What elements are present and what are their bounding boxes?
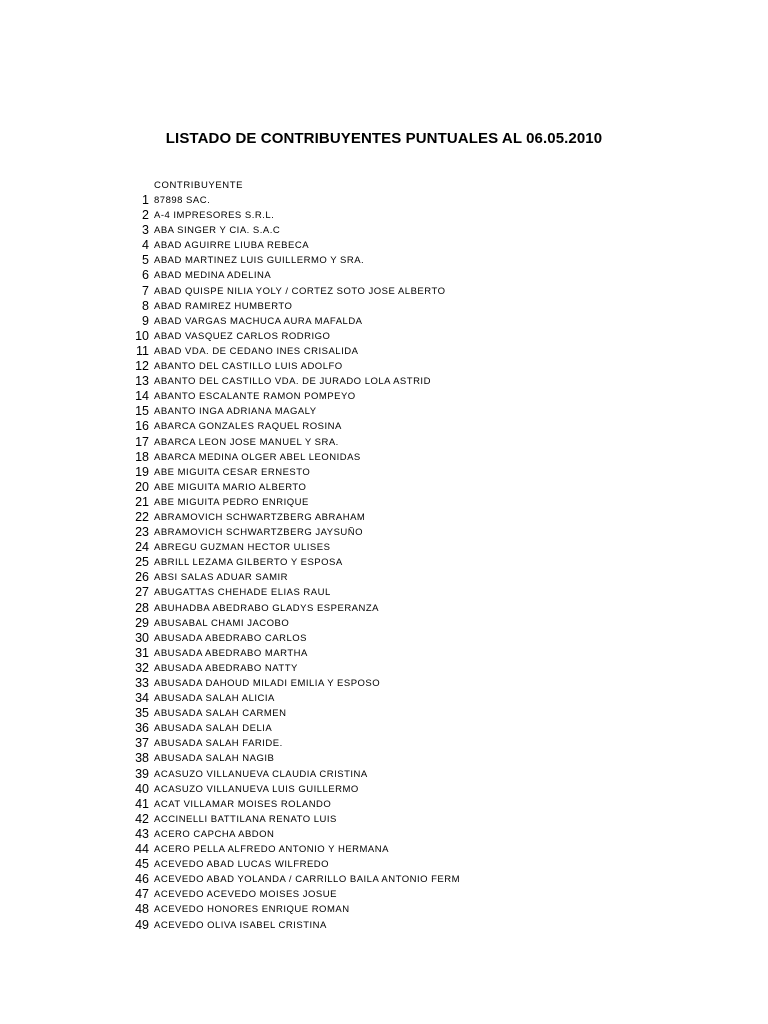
- contribuyente-name: ABE MIGUITA PEDRO ENRIQUE: [154, 496, 309, 508]
- contribuyente-name: ABRAMOVICH SCHWARTZBERG JAYSUÑO: [154, 527, 364, 539]
- list-item: [0, 344, 768, 359]
- row-number: 23: [135, 525, 149, 540]
- row-number: 20: [135, 479, 149, 494]
- row-number: 29: [135, 615, 149, 630]
- row-number: 48: [135, 902, 149, 917]
- row-number: 6: [142, 268, 149, 283]
- contribuyente-name: ABAD VARGAS MACHUCA AURA MAFALDA: [154, 315, 363, 327]
- list-item: [0, 555, 768, 570]
- contribuyente-name: ABUSADA SALAH NAGIB: [154, 753, 275, 765]
- row-number: 19: [135, 464, 149, 479]
- list-item: [0, 299, 768, 314]
- row-number: 16: [135, 419, 149, 434]
- contribuyente-name: ACEVEDO ABAD YOLANDA / CARRILLO BAILA ANTONIO FERM: [154, 874, 461, 886]
- contribuyente-name: ABUSADA SALAH ALICIA: [154, 693, 275, 705]
- list-item: [0, 631, 768, 646]
- contribuyente-name: ABAD MEDINA ADELINA: [154, 270, 272, 282]
- row-number: 13: [135, 374, 149, 389]
- contribuyente-name: ABUSADA DAHOUD MILADI EMILIA Y ESPOSO: [154, 678, 381, 689]
- list-item: [0, 238, 768, 253]
- row-number: 34: [135, 691, 149, 706]
- contribuyente-name: ABUSADA ABEDRABO MARTHA: [154, 647, 308, 659]
- contribuyente-name: ABA SINGER Y CIA. S.A.C: [154, 225, 281, 237]
- contribuyente-name: ABRILL LEZAMA GILBERTO Y ESPOSA: [154, 557, 343, 569]
- contribuyente-name: 87898 SAC.: [154, 195, 211, 206]
- list-item: [0, 480, 768, 495]
- contribuyente-name: ABAD QUISPE NILIA YOLY / CORTEZ SOTO JOSE ALBERTO: [154, 285, 446, 297]
- row-number: 7: [142, 283, 149, 298]
- row-number: 37: [135, 736, 149, 751]
- list-item: [0, 208, 768, 223]
- list-item: [0, 918, 768, 933]
- row-number: 22: [135, 509, 149, 524]
- row-number: 15: [135, 404, 149, 419]
- contribuyente-name: ACERO CAPCHA ABDON: [154, 828, 275, 840]
- row-number: 39: [135, 766, 149, 781]
- contribuyente-name: ACASUZO VILLANUEVA CLAUDIA CRISTINA: [154, 768, 368, 780]
- contribuyente-name: ABARCA MEDINA OLGER ABEL LEONIDAS: [154, 451, 361, 463]
- list-item: [0, 751, 768, 766]
- contribuyente-name: ABUSADA ABEDRABO NATTY: [154, 662, 298, 674]
- list-item: [0, 540, 768, 555]
- row-number: 40: [135, 781, 149, 796]
- contribuyente-name: ACEVEDO HONORES ENRIQUE ROMAN: [154, 904, 350, 916]
- list-item: [0, 691, 768, 706]
- row-number: 11: [136, 343, 149, 358]
- contribuyente-name: ACEVEDO ACEVEDO MOISES JOSUE: [154, 889, 337, 901]
- row-number: 8: [142, 298, 149, 313]
- contribuyente-name: ACERO PELLA ALFREDO ANTONIO Y HERMANA: [154, 844, 389, 856]
- row-number: 28: [135, 600, 149, 615]
- row-number: 38: [135, 751, 149, 766]
- list-item: [0, 359, 768, 374]
- page-title: LISTADO DE CONTRIBUYENTES PUNTUALES AL 06.05.2010: [165, 130, 603, 147]
- contribuyente-name: A-4 IMPRESORES S.R.L.: [154, 210, 275, 222]
- list-item: [0, 374, 768, 389]
- row-number: 5: [142, 253, 149, 268]
- row-number: 47: [135, 887, 149, 902]
- row-number: 21: [135, 494, 149, 509]
- list-item: [0, 495, 768, 510]
- contribuyente-name: ACEVEDO OLIVA ISABEL CRISTINA: [154, 919, 327, 931]
- list-item: [0, 314, 768, 329]
- row-number: 1: [142, 193, 149, 207]
- list-item: [0, 525, 768, 540]
- row-number: 27: [135, 585, 149, 600]
- contribuyente-name: ACCINELLI BATTILANA RENATO LUIS: [154, 813, 337, 825]
- contribuyente-name: ABREGU GUZMAN HECTOR ULISES: [154, 542, 331, 554]
- list-item: [0, 268, 768, 283]
- list-item: [0, 797, 768, 812]
- list-item: [0, 450, 768, 465]
- contribuyente-name: ABAD AGUIRRE LIUBA REBECA: [154, 240, 310, 252]
- list-item: [0, 782, 768, 797]
- list-item: [0, 857, 768, 872]
- list-item: [0, 736, 768, 751]
- row-number: 42: [135, 811, 149, 826]
- contribuyente-name: ABUGATTAS CHEHADE ELIAS RAUL: [154, 587, 331, 599]
- row-number: 46: [135, 872, 149, 887]
- row-number: 32: [135, 660, 149, 675]
- row-number: 35: [135, 706, 149, 721]
- contribuyente-name: ABE MIGUITA CESAR ERNESTO: [154, 466, 311, 478]
- row-number: 26: [135, 570, 149, 585]
- list-item: [0, 389, 768, 404]
- contribuyente-name: ABANTO ESCALANTE RAMON POMPEYO: [154, 391, 356, 403]
- row-number: 2: [142, 208, 149, 223]
- contribuyente-name: ABUSABAL CHAMI JACOBO: [154, 617, 290, 629]
- contribuyente-name: ABAD RAMIREZ HUMBERTO: [154, 300, 293, 312]
- list-item: [0, 872, 768, 887]
- row-number: 4: [142, 238, 149, 253]
- contribuyente-name: ABANTO DEL CASTILLO VDA. DE JURADO LOLA ASTRID: [154, 376, 431, 388]
- row-number: 41: [135, 796, 149, 811]
- list-item: [0, 329, 768, 344]
- contribuyentes-list: [0, 193, 768, 933]
- contribuyente-name: ABARCA GONZALES RAQUEL ROSINA: [154, 421, 342, 433]
- contribuyente-name: ABUSADA SALAH CARMEN: [154, 708, 287, 720]
- contribuyente-name: ABSI SALAS ADUAR SAMIR: [154, 572, 289, 584]
- row-number: 30: [135, 630, 149, 645]
- list-item: [0, 570, 768, 585]
- row-number: 45: [135, 857, 149, 872]
- row-number: 18: [135, 449, 149, 464]
- list-item: [0, 510, 768, 525]
- list-item: [0, 223, 768, 238]
- list-item: [0, 646, 768, 661]
- contribuyente-name: ABARCA LEON JOSE MANUEL Y SRA.: [154, 436, 339, 448]
- row-number: 25: [135, 555, 149, 570]
- contribuyente-name: ABE MIGUITA MARIO ALBERTO: [154, 481, 307, 493]
- list-item: [0, 812, 768, 827]
- contribuyente-name: ABUHADBA ABEDRABO GLADYS ESPERANZA: [154, 602, 380, 614]
- row-number: 14: [135, 389, 149, 404]
- row-number: 17: [135, 434, 149, 449]
- contribuyente-name: ABUSADA ABEDRABO CARLOS: [154, 632, 307, 644]
- list-item: [0, 193, 768, 208]
- contribuyente-name: ABUSADA SALAH DELIA: [154, 723, 273, 735]
- list-item: [0, 887, 768, 902]
- list-item: [0, 465, 768, 480]
- contribuyente-name: ABUSADA SALAH FARIDE.: [154, 738, 283, 750]
- contribuyente-name: ACAT VILLAMAR MOISES ROLANDO: [154, 798, 332, 810]
- row-number: 49: [135, 917, 149, 932]
- row-number: 44: [135, 842, 149, 857]
- row-number: 10: [135, 328, 149, 343]
- row-number: 12: [135, 359, 149, 374]
- list-item: [0, 676, 768, 691]
- list-item: [0, 661, 768, 676]
- list-item: [0, 601, 768, 616]
- list-item: [0, 435, 768, 450]
- row-number: 24: [135, 540, 149, 555]
- row-number: 36: [135, 721, 149, 736]
- row-number: 33: [135, 676, 149, 690]
- list-item: [0, 767, 768, 782]
- contribuyente-name: ABAD VASQUEZ CARLOS RODRIGO: [154, 330, 331, 342]
- contribuyente-name: ABRAMOVICH SCHWARTZBERG ABRAHAM: [154, 511, 366, 523]
- list-item: [0, 902, 768, 917]
- contribuyente-name: ABANTO INGA ADRIANA MAGALY: [154, 406, 317, 418]
- contribuyente-name: ACEVEDO ABAD LUCAS WILFREDO: [154, 859, 330, 871]
- list-item: [0, 419, 768, 434]
- contribuyente-name: ABAD VDA. DE CEDANO INES CRISALIDA: [154, 345, 359, 357]
- list-item: [0, 585, 768, 600]
- list-item: [0, 721, 768, 736]
- list-item: [0, 616, 768, 631]
- contribuyente-name: ABANTO DEL CASTILLO LUIS ADOLFO: [154, 361, 343, 373]
- list-item: [0, 253, 768, 268]
- contribuyente-name: ACASUZO VILLANUEVA LUIS GUILLERMO: [154, 783, 359, 795]
- list-item: [0, 404, 768, 419]
- row-number: 9: [142, 313, 149, 328]
- column-header-contribuyente: CONTRIBUYENTE: [154, 180, 244, 191]
- list-item: [0, 284, 768, 299]
- row-number: 43: [135, 826, 149, 841]
- list-item: [0, 842, 768, 857]
- row-number: 31: [135, 645, 149, 660]
- contribuyente-name: ABAD MARTINEZ LUIS GUILLERMO Y SRA.: [154, 255, 365, 267]
- list-item: [0, 706, 768, 721]
- list-item: [0, 827, 768, 842]
- row-number: 3: [142, 223, 149, 238]
